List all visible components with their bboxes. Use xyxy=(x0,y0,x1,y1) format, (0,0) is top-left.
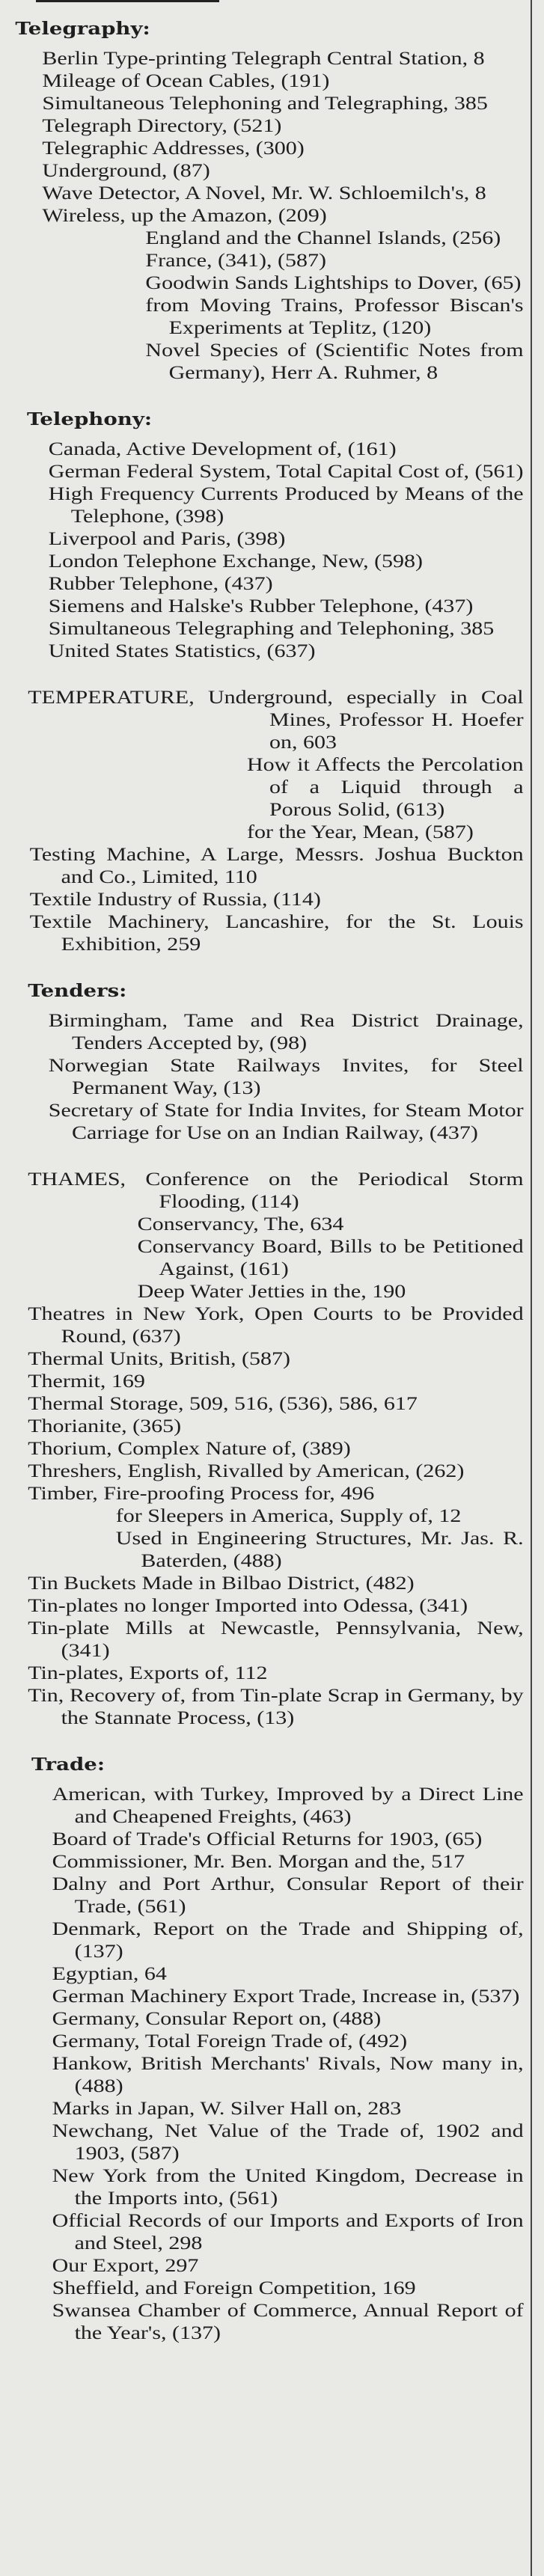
index-entry: Tin-plates no longer Imported into Odessa, (341) xyxy=(28,1596,468,1616)
index-entry: Thermit, 169 xyxy=(28,1371,145,1392)
index-entry: Siemens and Halske's Rubber Telephone, (437) xyxy=(48,596,474,617)
index-subentry: for Sleepers in America, Supply of, 12 xyxy=(115,1506,462,1526)
index-entry: Germany, Total Foreign Trade of, (492) xyxy=(52,2031,408,2052)
index-subentry: Conservancy Board, Bills to be Petitioned Against, (161) xyxy=(137,1237,524,1279)
index-entry: Rubber Telephone, (437) xyxy=(48,574,273,594)
index-entry: Sheffield, and Foreign Competition, 169 xyxy=(52,2278,416,2298)
index-entry: New York from the United Kingdom, Decrease in the Imports into, (561) xyxy=(52,2166,524,2209)
index-entry: Threshers, English, Rivalled by American, (262) xyxy=(28,1461,465,1481)
section-temperature xyxy=(0,687,524,844)
index-entry: Berlin Type-printing Telegraph Central Station, 8 xyxy=(42,49,485,69)
index-entry: Swansea Chamber of Commerce, Annual Report of the Year's, (137) xyxy=(52,2301,524,2343)
index-entry: Commissioner, Mr. Ben. Morgan and the, 517 xyxy=(52,1852,465,1872)
index-entry: German Machinery Export Trade, Increase in, (537) xyxy=(52,1986,520,2007)
section-textiles xyxy=(0,844,524,956)
section-trade xyxy=(0,1754,524,2345)
index-entry: Our Export, 297 xyxy=(52,2256,199,2276)
index-entry: Newchang, Net Value of the Trade of, 1902 and 1903, (587) xyxy=(52,2121,524,2164)
index-entry: United States Statistics, (637) xyxy=(48,641,316,661)
index-entry: High Frequency Currents Produced by Means of the Telephone, (398) xyxy=(48,484,524,527)
index-entry: Denmark, Report on the Trade and Shipping of, (137) xyxy=(52,1919,524,1962)
index-subentry: Conservancy, The, 634 xyxy=(137,1214,344,1235)
index-entry: THAMES, Conference on the Periodical Storm Flooding, (114) xyxy=(28,1169,524,1212)
index-subentry: Novel Species of (Scientific Notes from Germany), Herr A. Ruhmer, 8 xyxy=(145,340,524,383)
index-subentry: Used in Engineering Structures, Mr. Jas. R. Baterden, (488) xyxy=(115,1529,524,1571)
index-entry: Simultaneous Telephoning and Telegraphing, 385 xyxy=(42,94,488,114)
index-column xyxy=(0,18,539,2369)
section-thames xyxy=(0,1169,524,1303)
index-entry: Simultaneous Telegraphing and Telephoning, 385 xyxy=(48,619,495,639)
section-heading: Telegraphy: xyxy=(15,19,150,39)
index-entry: Birmingham, Tame and Rea District Drainage, Tenders Accepted by, (98) xyxy=(48,1011,524,1053)
index-entry: London Telephone Exchange, New, (598) xyxy=(48,551,424,572)
index-entry: Hankow, British Merchants' Rivals, Now many in, (488) xyxy=(52,2054,524,2096)
index-entry: TEMPERATURE, Underground, especially in Coal Mines, Professor H. Hoefer on, 603 xyxy=(28,688,524,753)
index-entry: Textile Machinery, Lancashire, for the St. Louis Exhibition, 259 xyxy=(29,912,524,955)
index-entry: Liverpool and Paris, (398) xyxy=(48,529,286,549)
index-entry: Thermal Units, British, (587) xyxy=(28,1349,290,1369)
index-subentry: Deep Water Jetties in the, 190 xyxy=(137,1282,406,1302)
index-subentry: France, (341), (587) xyxy=(145,251,326,271)
section-telephony xyxy=(0,409,524,663)
index-subentry: for the Year, Mean, (587) xyxy=(247,822,474,842)
index-entry: Dalny and Port Arthur, Consular Report of their Trade, (561) xyxy=(52,1874,524,1917)
index-entry: Official Records of our Imports and Exports of Iron and Steel, 298 xyxy=(52,2211,524,2254)
index-subentry: How it Affects the Percolation of a Liquid through a Porous Solid, (613) xyxy=(247,755,524,820)
index-entry: Timber, Fire-proofing Process for, 496 xyxy=(28,1484,375,1504)
section-heading: Tenders: xyxy=(28,981,127,1001)
index-entry: Underground, (87) xyxy=(42,161,210,181)
index-subentry: from Moving Trains, Professor Biscan's Experiments at Teplitz, (120) xyxy=(145,296,524,338)
section-heading: Trade: xyxy=(31,1754,106,1775)
index-entry: Board of Trade's Official Returns for 1903, (65) xyxy=(52,1829,483,1850)
index-entry: Germany, Consular Report on, (488) xyxy=(52,2009,382,2029)
section-telegraphy xyxy=(0,18,524,385)
index-entry: Tin-plate Mills at Newcastle, Pennsylvania, New, (341) xyxy=(28,1618,524,1661)
index-entry: Mileage of Ocean Cables, (191) xyxy=(42,71,330,91)
index-entry: American, with Turkey, Improved by a Direct Line and Cheapened Freights, (463) xyxy=(52,1784,524,1827)
section-tenders xyxy=(0,980,524,1145)
index-entry: Telegraph Directory, (521) xyxy=(42,116,282,136)
index-entry: Canada, Active Development of, (161) xyxy=(48,439,397,459)
index-subentry: Goodwin Sands Lightships to Dover, (65) xyxy=(145,273,522,293)
index-entry: Wave Detector, A Novel, Mr. W. Schloemilch's, 8 xyxy=(42,183,486,204)
index-entry: Tin Buckets Made in Bilbao District, (482) xyxy=(28,1573,415,1594)
index-entry: Tin, Recovery of, from Tin-plate Scrap in Germany, by the Stannate Process, (13) xyxy=(28,1686,524,1728)
index-entry: Egyptian, 64 xyxy=(52,1964,167,1984)
index-entry: Telegraphic Addresses, (300) xyxy=(42,138,305,159)
index-entry: Wireless, up the Amazon, (209) xyxy=(42,206,327,226)
index-entry: Tin-plates, Exports of, 112 xyxy=(28,1663,268,1683)
index-entry: Theatres in New York, Open Courts to be Provided Round, (637) xyxy=(28,1304,524,1347)
index-entry: German Federal System, Total Capital Cost of, (561) xyxy=(48,462,524,482)
index-entry: Marks in Japan, W. Silver Hall on, 283 xyxy=(52,2099,402,2119)
index-entry: Thorium, Complex Nature of, (389) xyxy=(28,1439,351,1459)
index-entry: Norwegian State Railways Invites, for Steel Permanent Way, (13) xyxy=(48,1056,524,1098)
index-entry: Secretary of State for India Invites, for Steam Motor Carriage for Use on an Indian Railway, (437) xyxy=(48,1101,524,1143)
index-entry: Testing Machine, A Large, Messrs. Joshua Buckton and Co., Limited, 110 xyxy=(29,845,524,887)
section-th-tin xyxy=(0,1303,524,1730)
index-subentry: England and the Channel Islands, (256) xyxy=(145,228,501,248)
index-entry: Thermal Storage, 509, 516, (536), 586, 617 xyxy=(28,1394,418,1414)
top-rule xyxy=(36,0,219,2)
index-entry: Textile Industry of Russia, (114) xyxy=(29,890,321,910)
section-heading: Telephony: xyxy=(27,409,153,429)
index-entry: Thorianite, (365) xyxy=(28,1416,182,1437)
